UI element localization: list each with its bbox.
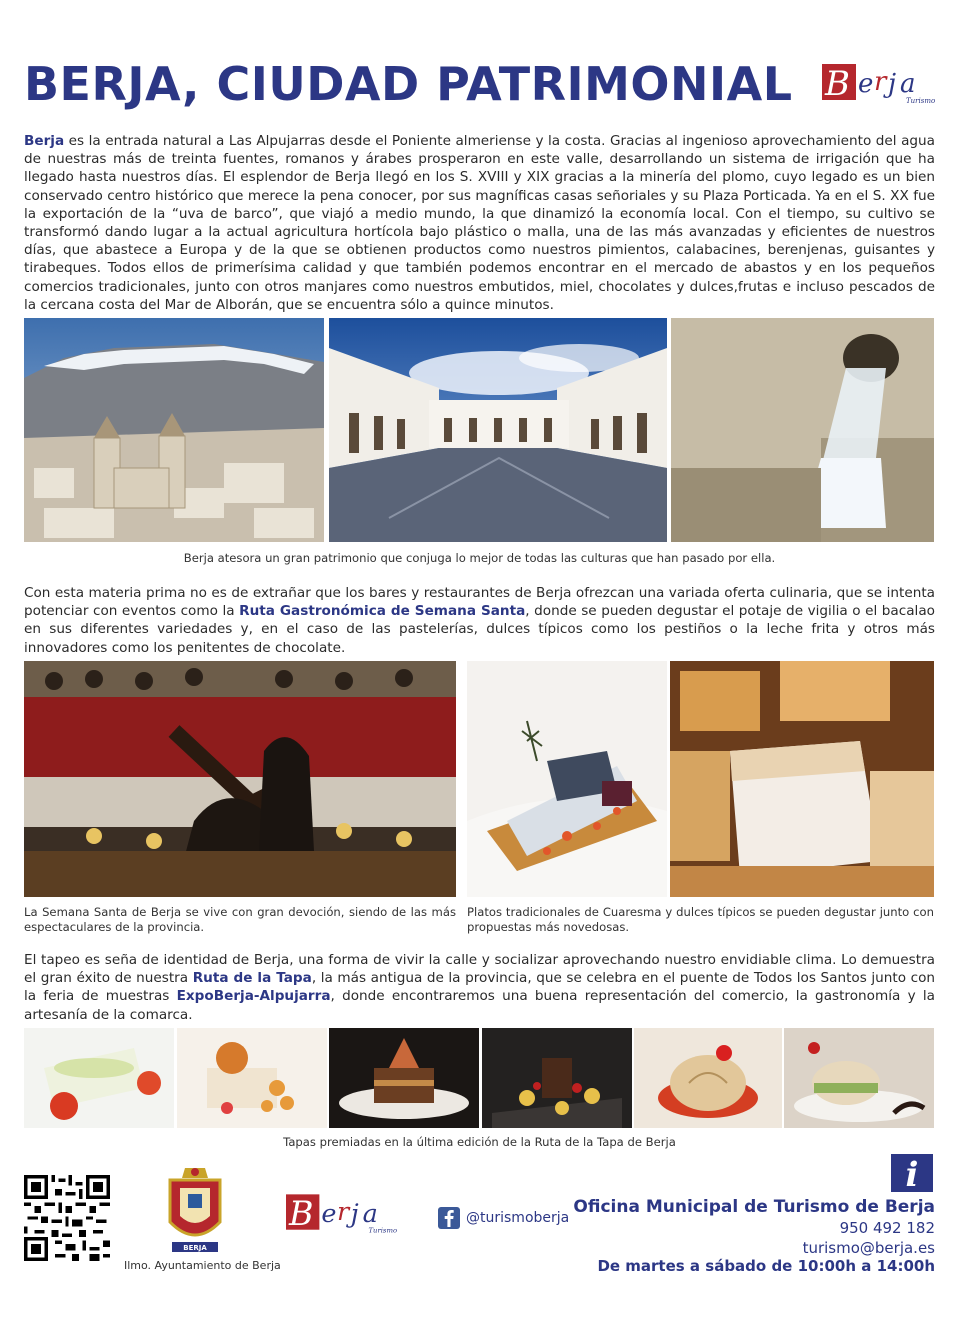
- office-email[interactable]: turismo@berja.es: [802, 1239, 935, 1257]
- info-icon: [891, 1154, 933, 1195]
- berja-turismo-logo-footer: [286, 1192, 398, 1238]
- photo-plato-cuaresma: [467, 661, 667, 897]
- svg-text:j: j: [888, 69, 897, 99]
- svg-text:a: a: [900, 69, 916, 99]
- svg-text:B: B: [288, 1193, 314, 1233]
- photo-dulces-tipicos: [670, 661, 934, 897]
- photo-tapa-6: [784, 1028, 934, 1128]
- para2-before: Con esta materia prima no es de extrañar que los bares y restaurantes de Berja ofrezcan una variada oferta culinaria, que se intenta potenciar con eventos como la: [24, 585, 935, 620]
- svg-text:e: e: [321, 1198, 337, 1229]
- photo-tapa-2: [177, 1028, 327, 1128]
- paragraph-tapeo: [24, 951, 935, 1024]
- svg-text:B: B: [825, 64, 850, 104]
- photo-tapa-5: [634, 1028, 782, 1128]
- crest-label: BERJA: [183, 1244, 207, 1252]
- facebook-handle: @turismoberja: [466, 1210, 570, 1226]
- para3-after: , donde encontraremos una buena representación del comercio, la gastronomía y la artesanía de la comarca.: [24, 988, 935, 1023]
- svg-text:r: r: [874, 67, 887, 97]
- office-hours: De martes a sábado de 10:00h a 14:00h: [597, 1257, 935, 1275]
- ayuntamiento-label: Ilmo. Ayuntamiento de Berja: [124, 1259, 281, 1272]
- facebook-icon: [438, 1207, 460, 1229]
- photo-tapa-3: [329, 1028, 479, 1128]
- caption-platos: Platos tradicionales de Cuaresma y dulces típicos se pueden degustar junto con propuestas más novedosas.: [467, 905, 934, 934]
- photo-tapa-1: [24, 1028, 174, 1128]
- ruta-gastronomica-link: Ruta Gastronómica de Semana Santa: [239, 603, 526, 620]
- paragraph-gastronomia: [24, 584, 935, 657]
- svg-text:a: a: [362, 1198, 378, 1229]
- qr-code[interactable]: [24, 1175, 110, 1261]
- svg-text:Turismo: Turismo: [368, 1226, 398, 1235]
- svg-text:e: e: [858, 69, 874, 99]
- berja-turismo-logo: [822, 62, 936, 106]
- photo-berja-town-church: [24, 318, 324, 542]
- para3-before: El tapeo es seña de identidad de Berja, una forma de vivir la calle y socializar aprovechando nuestro envidiable clima. Lo demuestra el gran éxito de nuestra: [24, 952, 935, 987]
- intro-text: es la entrada natural a Las Alpujarras desde el Poniente almeriense y la costa. Gracias al ingenioso aprovechamiento del agua de nuestras más de treinta fuentes, romanos y árabes prosperaron en este valle, desarrollando un sistema de irrigación que ha llegado hasta nuestros días. El esplendor de Berja llegó en los S. XVIII y XIX gracias a la minería del plomo, cuyo legado es un bien conservado centro histórico que merece la pena conocer, por sus magníficas casas señoriales y su Plaza Porticada. Ya en el S. XX fue la exportación de la “uva de barco”, que viajó a medio mundo, la que dinamizó la economía local. Con el tiempo, su cultivo se transformó dando lugar a la actual agricultura hortícola bajo plástico o malla, una de las más avanzadas y eficientes de nuestros días, que abastece a Europa y de la que se obtienen productos como nuestros pimientos, calabacines, berenjenas, guisantes y tirabeques. Todos ellos de primerísima calidad y que también podemos encontrar en el mercado de abastos y en los pequeños comercios tradicionales, junto con otros manjares como nuestros embutidos, miel, chocolates y dulces,frutas e incluso pescados de la cercana costa del Mar de Alborán, que se encuentra sólo a quince minutos.: [24, 133, 935, 313]
- ruta-tapa-link: Ruta de la Tapa: [192, 970, 312, 987]
- photo-tapa-4: [482, 1028, 632, 1128]
- caption-patrimonio: Berja atesora un gran patrimonio que conjuga lo mejor de todas las culturas que han pasado por ella.: [183, 551, 776, 565]
- intro-paragraph: [24, 132, 935, 314]
- ayuntamiento-crest-icon: [160, 1164, 230, 1256]
- para3-middle: , la más antigua de la provincia, que se celebra en el puente de Todos los Santos junto con la feria de muestras: [24, 970, 936, 1005]
- info-icon-letter: i: [905, 1155, 919, 1195]
- photo-plaza-porticada: [329, 318, 667, 542]
- photo-semana-santa: [24, 661, 456, 897]
- office-title: Oficina Municipal de Turismo de Berja: [573, 1197, 935, 1217]
- office-phone[interactable]: 950 492 182: [839, 1219, 935, 1237]
- intro-lead: Berja: [24, 133, 65, 149]
- caption-tapas: Tapas premiadas en la última edición de la Ruta de la Tapa de Berja: [283, 1135, 676, 1149]
- caption-semana-santa: La Semana Santa de Berja se vive con gran devoción, siendo de las más espectaculares de la provincia.: [24, 905, 456, 934]
- svg-text:j: j: [350, 1198, 359, 1229]
- para2-after: , donde se pueden degustar el potaje de vigilia o el bacalao en sus diferentes variedades y, en el caso de las pastelerías, dulces típicos como los pestiños o la leche frita y otros más innovadores como los penitentes de chocolate.: [24, 603, 935, 656]
- photo-fountain: [671, 318, 934, 542]
- page-title: BERJA, CIUDAD PATRIMONIAL: [24, 57, 793, 111]
- expoberja-link: ExpoBerja-Alpujarra: [176, 988, 331, 1005]
- svg-text:r: r: [337, 1196, 350, 1227]
- svg-text:Turismo: Turismo: [906, 97, 936, 105]
